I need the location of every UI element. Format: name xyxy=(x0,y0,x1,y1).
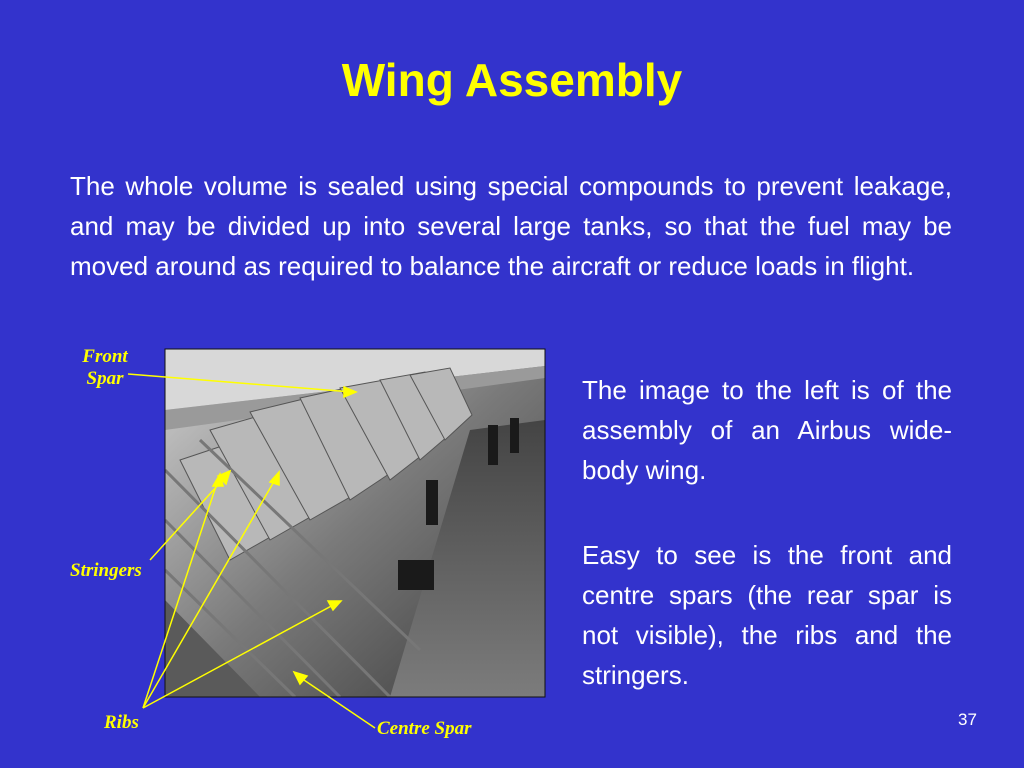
wing-assembly-photo xyxy=(165,349,545,697)
body-paragraph-2: The image to the left is of the assembly of an Airbus wide-body wing. xyxy=(582,375,952,485)
label-centre-spar: Centre Spar xyxy=(377,718,472,739)
label-front-spar: Front Spar xyxy=(82,346,128,389)
body-paragraph-1: The whole volume is sealed using special compounds to prevent leakage, and may be divided up into several large tanks, so that the fuel may be moved around as required to balance the aircraft or reduce loads in flight. xyxy=(70,171,952,281)
label-stringers: Stringers xyxy=(70,560,142,581)
label-ribs: Ribs xyxy=(104,712,139,733)
slide-title: Wing Assembly xyxy=(341,54,683,106)
body-paragraph-3: Easy to see is the front and centre spars (the rear spar is not visible), the ribs and the stringers. xyxy=(582,540,952,690)
page-number: 37 xyxy=(958,710,977,729)
